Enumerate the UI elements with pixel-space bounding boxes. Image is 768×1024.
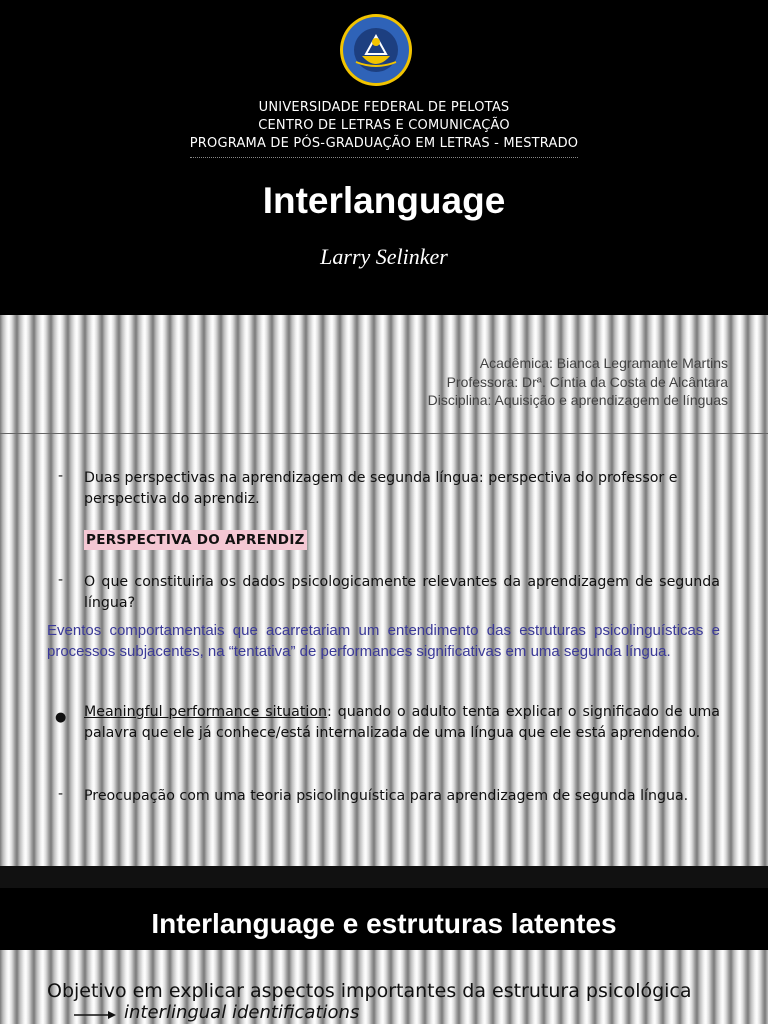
interlingual-identifications-text: interlingual identifications [124,1002,360,1023]
term-underlined: Meaningful performance situation [84,704,327,720]
credit-student: Acadêmica: Bianca Legramante Martins [479,355,728,371]
list-dash: - [58,572,64,588]
section-heading-highlighted: PERSPECTIVA DO APRENDIZ [86,532,305,548]
bullet-icon: ● [55,710,67,725]
author-name: Larry Selinker [320,244,448,269]
divider-dots [190,157,578,158]
content-slide [0,433,768,867]
university-logo [338,12,414,88]
list-item-perspectives: Duas perspectivas na aprendizagem de segunda língua: perspectiva do professor e perspectiva do aprendiz. [84,470,678,507]
arrow-right-icon [74,1008,116,1022]
institution-line-1: UNIVERSIDADE FEDERAL DE PELOTAS [258,100,510,115]
credit-course: Disciplina: Aquisição e aprendizagem de línguas [427,392,728,408]
slide-top-strip [0,866,768,888]
institution-line-2: CENTRO DE LETRAS E COMUNICAÇÃO [258,118,510,133]
objective-text: Objetivo em explicar aspectos importantes da estrutura psicológica [47,980,692,1002]
list-item-theory: Preocupação com uma teoria psicolinguística para aprendizagem de segunda língua. [84,788,689,804]
list-dash: - [58,468,64,484]
term-definition: : quando o adulto tenta explicar o significado de uma palavra que ele já conhece/está internalizada de uma língua que ele está aprendendo. [84,704,720,741]
next-slide [0,866,768,1024]
list-dash: - [58,786,64,802]
list-item-question: O que constituiria os dados psicologicamente relevantes da aprendizagem de segunda língua? [84,574,720,611]
slide-title: Interlanguage e estruturas latentes [151,908,617,939]
institution-line-3: PROGRAMA DE PÓS-GRADUAÇÃO EM LETRAS - MESTRADO [189,136,579,151]
credit-professor: Professora: Drª. Cíntia da Costa de Alcântara [446,374,728,390]
title-slide-header [0,0,768,315]
list-item-performance-situation [84,702,720,744]
events-paragraph: Eventos comportamentais que acarretariam um entendimento das estruturas psicolinguísticas e processos subjacentes, na “tentativa” de performances significativas em uma segunda língua. [47,622,720,660]
slide-title-band [0,888,768,950]
presentation-title: Interlanguage [262,180,506,221]
title-slide-footer [0,315,768,433]
slide-body [0,950,768,1024]
